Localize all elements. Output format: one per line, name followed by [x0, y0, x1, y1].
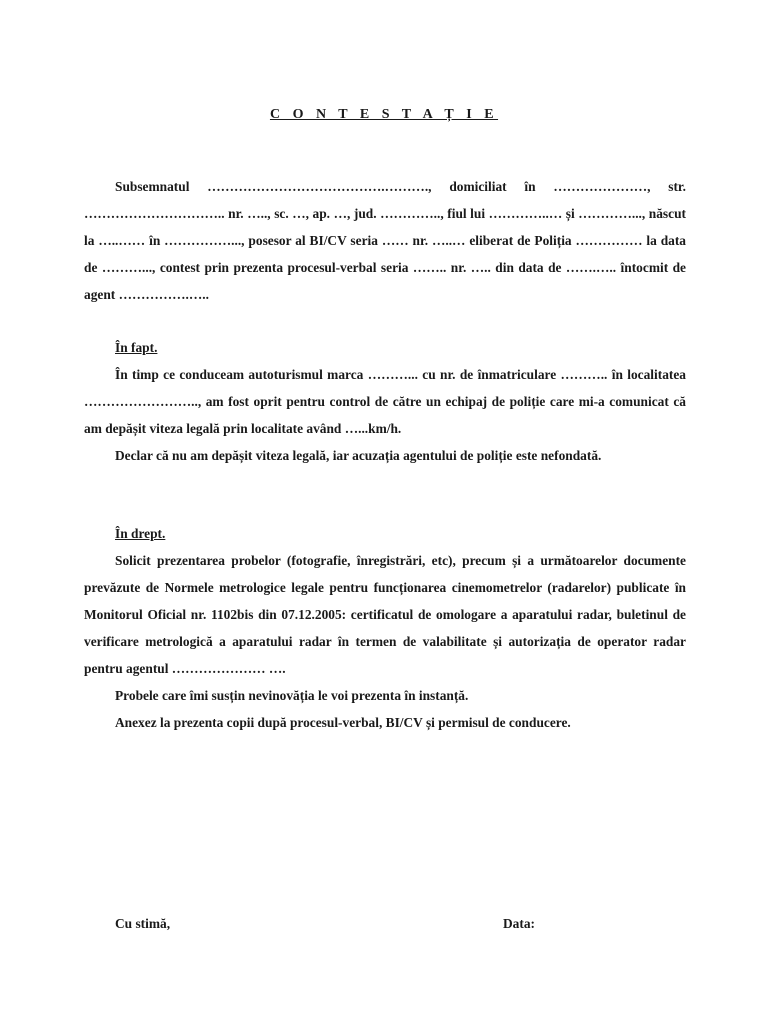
section-fapt-heading: În fapt.	[115, 340, 158, 355]
drept-paragraph-1: Solicit prezentarea probelor (fotografie, înregistrări, etc), precum și a următoarelor documente prevăzute de Normele metrologice legale pentru funcționarea cinemometrelor (radarelor) publicate în Monitorul Oficial nr. 1102bis din 07.12.2005: certificatul de omologare a aparatului radar, buletinul de verificare metrologică a aparatului radar în termen de valabilitate și autorizația de operator radar pentru agentul ………………… ….	[84, 553, 686, 676]
section-drept	[84, 520, 686, 736]
document-title: C O N T E S T A Ț I E	[269, 107, 499, 122]
drept-paragraph-2: Probele care îmi susțin nevinovăția le voi prezenta în instanță.	[115, 688, 469, 703]
intro-block	[84, 173, 686, 308]
fapt-paragraph-1: În timp ce conduceam autoturismul marca ………... cu nr. de înmatriculare ……….. în localitatea …………………….., am fost oprit pentru control de către un echipaj de poliție care mi-a comunicat că am depășit viteza legală prin localitate având …...km/h.	[84, 367, 686, 436]
section-drept-heading: În drept.	[115, 526, 166, 541]
intro-paragraph: Subsemnatul ………………………………….………., domiciliat în …………………, str. ………………………….. nr. ….., sc. …, ap. …, jud. ………….., fiul lui …………..… și …………..., născut la …..…… în ……………..., posesor al BI/CV seria …… nr. …..… eliberat de Poliția …………… la data de ………..., contest prin prezenta procesul-verbal seria …….. nr. ….. din data de …….….. întocmit de agent …………….…..	[84, 179, 686, 302]
section-fapt	[84, 334, 686, 469]
closing-salutation: Cu stimă,	[115, 916, 171, 931]
date-label: Data:	[503, 916, 535, 931]
fapt-paragraph-2: Declar că nu am depășit viteza legală, iar acuzația agentului de poliție este nefondată.	[115, 448, 602, 463]
drept-paragraph-3: Anexez la prezenta copii după procesul-verbal, BI/CV și permisul de conducere.	[115, 715, 571, 730]
